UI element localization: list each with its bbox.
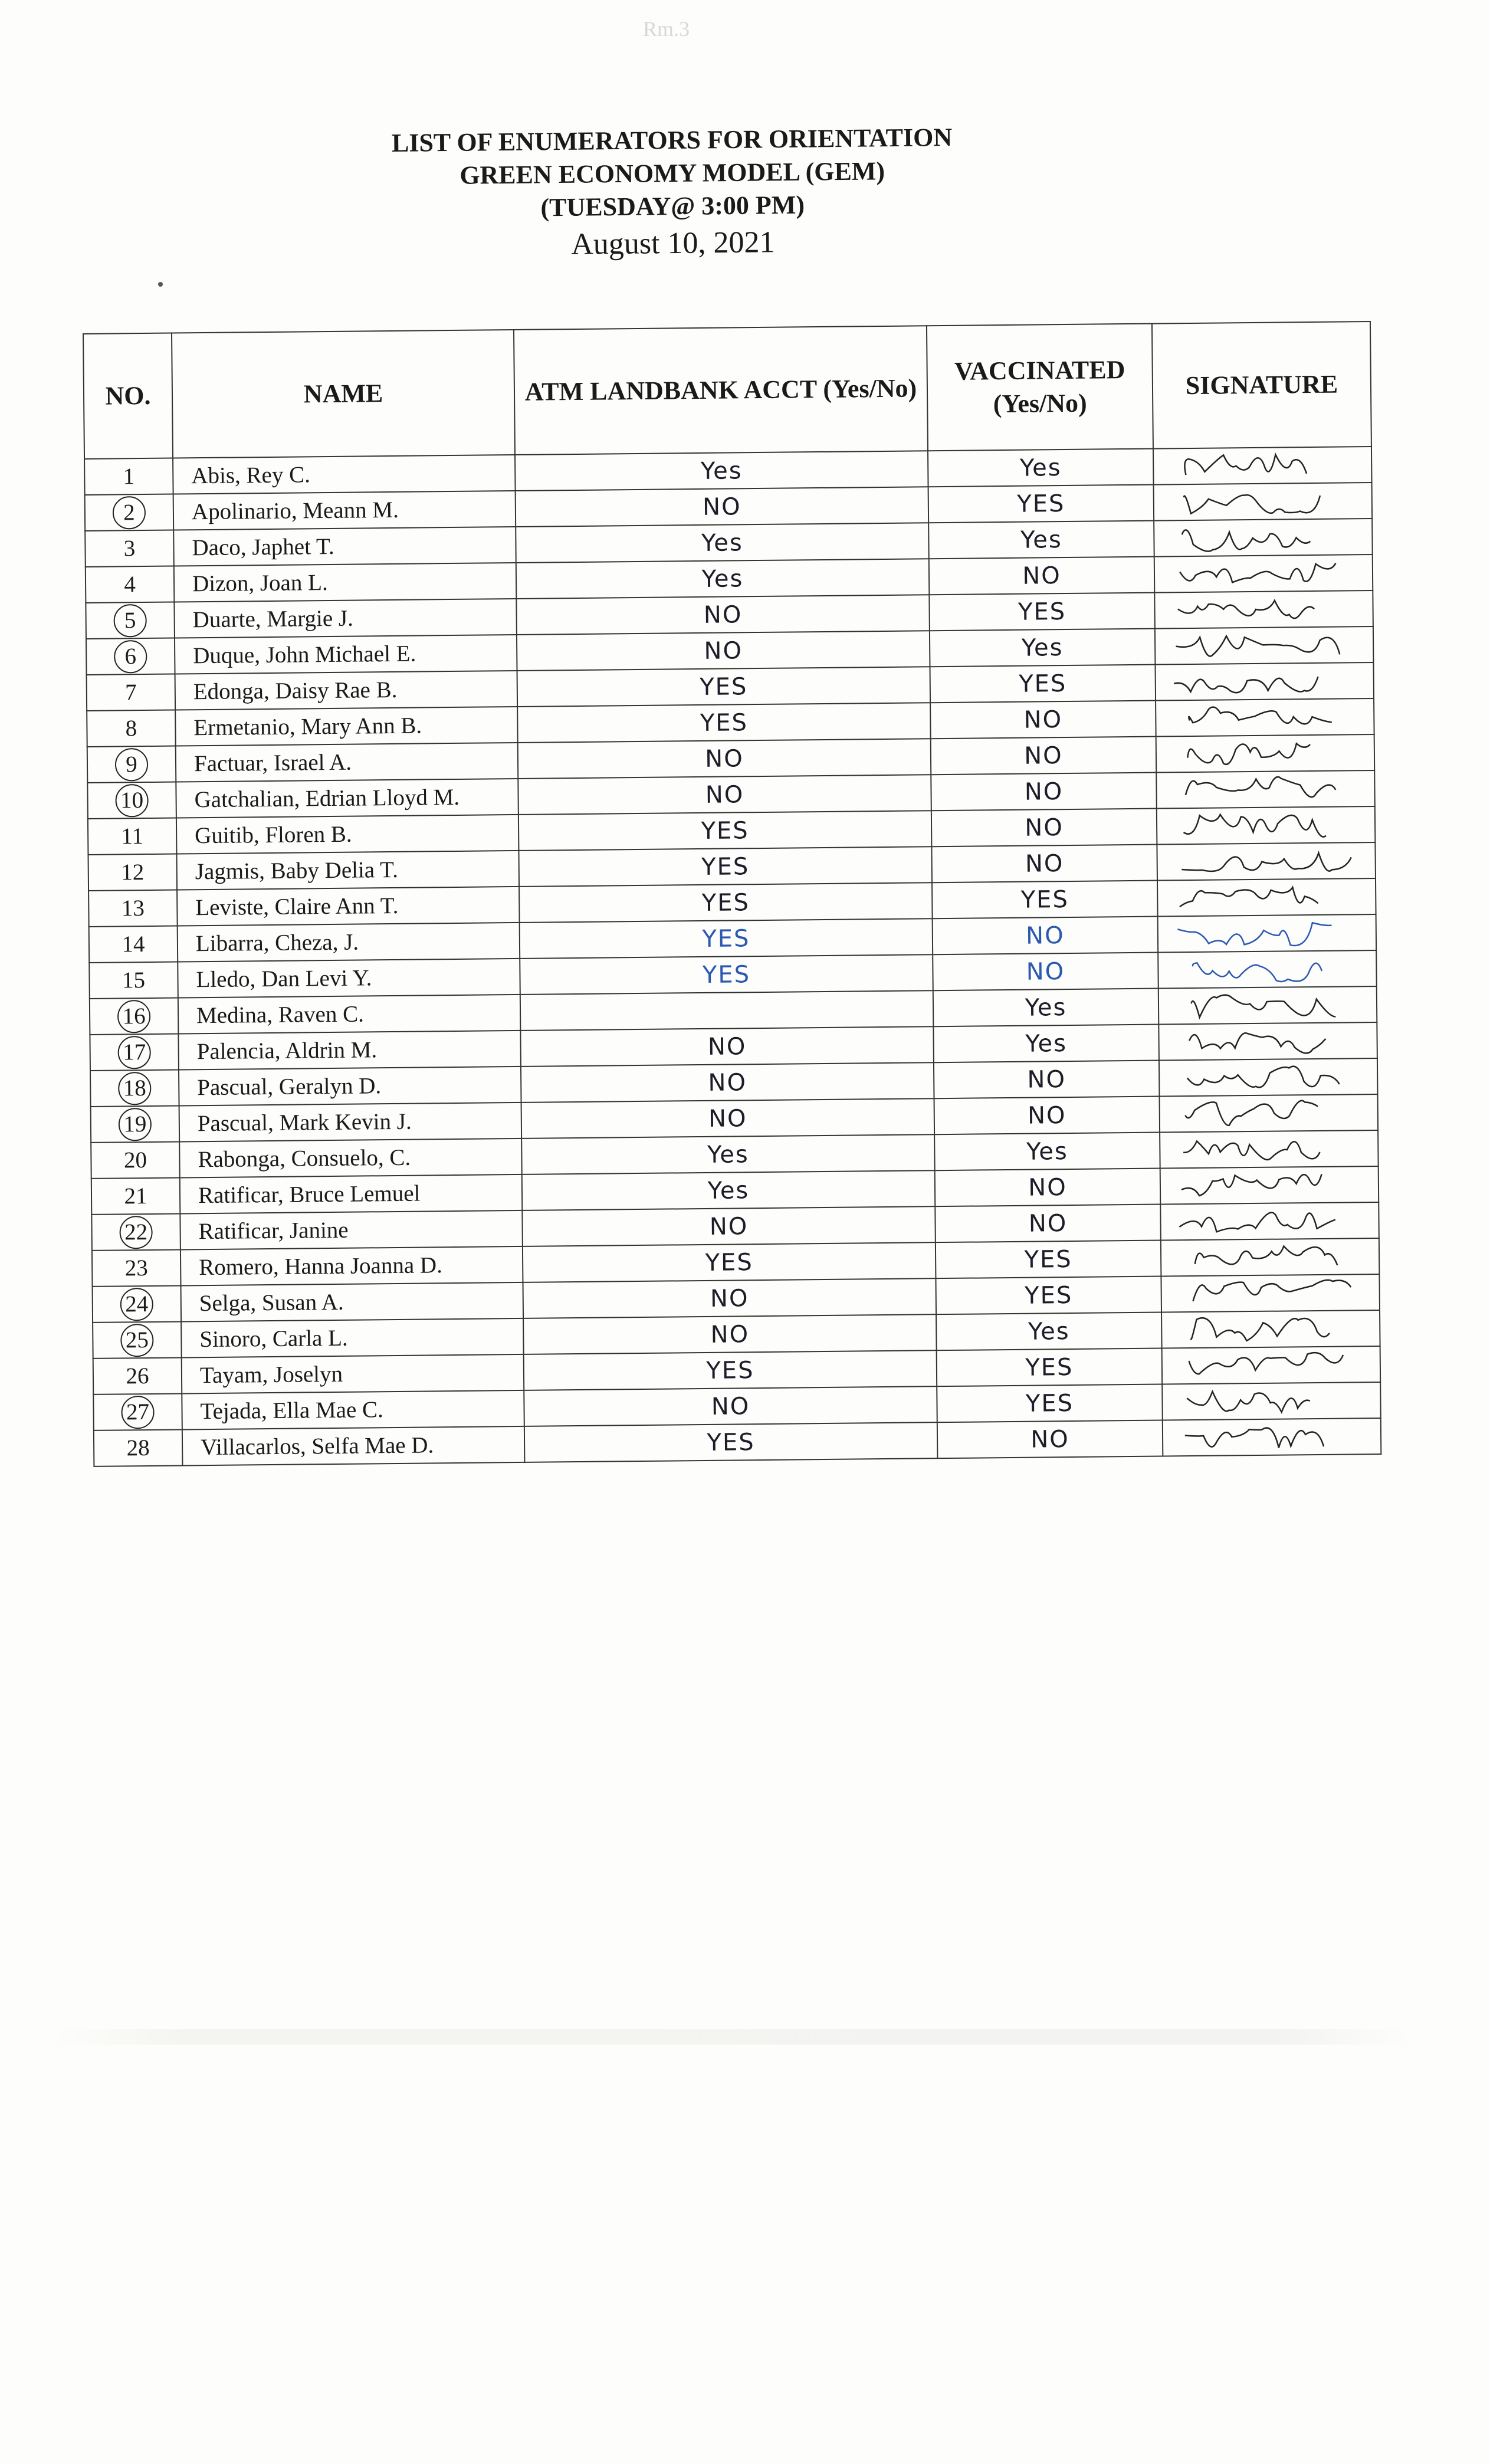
header-no: NO. xyxy=(83,333,173,459)
signature-stroke xyxy=(1185,1428,1324,1449)
atm-answer: NO xyxy=(516,487,929,527)
signature-stroke xyxy=(1189,1353,1343,1374)
enumerator-name: Dizon, Joan L. xyxy=(174,563,517,602)
enumerator-name: Libarra, Cheza, J. xyxy=(178,923,520,962)
enumerator-name: Romero, Hanna Joanna D. xyxy=(180,1246,523,1286)
header-signature: SIGNATURE xyxy=(1152,321,1371,449)
row-number-value: 23 xyxy=(124,1255,148,1281)
row-number-value: 7 xyxy=(124,680,137,706)
enumerator-name: Guitib, Floren B. xyxy=(176,815,519,854)
atm-answer: NO xyxy=(517,631,930,671)
vaccinated-answer: NO xyxy=(929,557,1155,595)
signature-cell xyxy=(1156,770,1375,809)
vaccinated-answer: YES xyxy=(936,1277,1161,1315)
atm-answer: YES xyxy=(517,667,931,707)
row-number xyxy=(87,674,176,711)
signature-cell xyxy=(1160,1202,1379,1241)
signature-stroke xyxy=(1183,813,1326,838)
atm-answer: YES xyxy=(524,1422,938,1462)
row-number-value: 11 xyxy=(121,823,144,849)
signature-cell xyxy=(1161,1238,1380,1277)
vaccinated-answer: Yes xyxy=(928,449,1154,487)
atm-answer: YES xyxy=(517,703,931,743)
row-number-value: 12 xyxy=(121,859,145,885)
atm-answer: NO xyxy=(524,1386,937,1426)
row-number xyxy=(88,818,177,855)
row-number-value: 17 xyxy=(117,1035,151,1069)
row-number-value: 9 xyxy=(115,747,149,781)
enumerator-name: Tejada, Ella Mae C. xyxy=(182,1390,524,1430)
vaccinated-answer: NO xyxy=(933,953,1158,991)
handwritten-signature xyxy=(1159,987,1377,1024)
atm-answer: YES xyxy=(520,918,933,959)
header-vaccinated: VACCINATED (Yes/No) xyxy=(927,324,1153,451)
document-header xyxy=(283,120,1062,268)
enumerator-name: Gatchalian, Edrian Lloyd M. xyxy=(176,779,518,818)
signature-cell xyxy=(1158,914,1377,953)
enumerator-name: Selga, Susan A. xyxy=(181,1282,524,1322)
handwritten-signature xyxy=(1154,447,1371,484)
stray-dot xyxy=(158,282,163,287)
row-number xyxy=(89,926,178,963)
enumerator-name: Pascual, Geralyn D. xyxy=(179,1067,521,1106)
enumerator-name: Duarte, Margie J. xyxy=(174,599,517,638)
row-number xyxy=(92,1249,181,1286)
signature-stroke xyxy=(1187,1066,1340,1088)
signature-cell xyxy=(1158,1022,1377,1061)
atm-answer: YES xyxy=(520,954,933,995)
vaccinated-answer: YES xyxy=(929,593,1155,631)
row-number xyxy=(93,1357,182,1394)
handwritten-signature xyxy=(1161,1239,1379,1276)
enumerator-name: Ratificar, Janine xyxy=(180,1210,523,1250)
atm-answer: Yes xyxy=(515,451,928,491)
signature-cell xyxy=(1163,1418,1381,1456)
row-number xyxy=(85,494,174,531)
signature-cell xyxy=(1160,1166,1379,1205)
handwritten-signature xyxy=(1157,771,1374,808)
signature-stroke xyxy=(1182,1174,1322,1196)
vaccinated-answer: YES xyxy=(930,665,1156,703)
row-number xyxy=(86,566,175,603)
signature-cell xyxy=(1155,662,1374,701)
signature-cell xyxy=(1160,1130,1379,1169)
handwritten-signature xyxy=(1161,1167,1379,1204)
atm-answer: YES xyxy=(523,1242,936,1282)
row-number-value: 21 xyxy=(124,1183,147,1209)
vaccinated-answer: NO xyxy=(930,701,1156,739)
vaccinated-answer: Yes xyxy=(933,989,1159,1027)
signature-cell xyxy=(1159,1058,1378,1097)
signature-cell xyxy=(1162,1346,1381,1384)
atm-answer: NO xyxy=(521,1062,934,1103)
signature-stroke xyxy=(1183,1140,1320,1161)
document-date: August 10, 2021 xyxy=(570,225,775,261)
row-number xyxy=(93,1285,182,1322)
vaccinated-answer: NO xyxy=(935,1169,1161,1207)
atm-answer: NO xyxy=(516,595,930,635)
enumerator-name: Lledo, Dan Levi Y. xyxy=(178,959,520,998)
signature-stroke xyxy=(1176,635,1340,657)
signature-cell xyxy=(1157,842,1376,881)
row-number-value: 6 xyxy=(114,639,147,673)
title-line-3: (TUESDAY@ 3:00 PM) xyxy=(540,190,805,222)
signature-stroke xyxy=(1178,600,1314,619)
signature-stroke xyxy=(1189,1032,1326,1054)
enumerator-name: Jagmis, Baby Delia T. xyxy=(176,851,519,890)
enumerator-name: Villacarlos, Selfa Mae D. xyxy=(182,1426,525,1466)
row-number xyxy=(93,1393,182,1430)
signature-stroke xyxy=(1177,923,1332,947)
atm-answer: NO xyxy=(523,1278,936,1318)
signature-cell xyxy=(1161,1274,1380,1313)
page-mark: Rm.3 xyxy=(643,17,690,41)
handwritten-signature xyxy=(1160,1059,1377,1096)
handwritten-signature xyxy=(1158,915,1376,952)
signature-cell xyxy=(1157,806,1376,845)
row-number-value: 24 xyxy=(120,1287,154,1321)
handwritten-signature xyxy=(1163,1383,1380,1420)
signature-cell xyxy=(1161,1310,1380,1349)
row-number xyxy=(89,962,178,999)
row-number-value: 15 xyxy=(122,967,146,993)
handwritten-signature xyxy=(1160,1095,1378,1132)
enumerator-name: Medina, Raven C. xyxy=(178,995,521,1034)
row-number xyxy=(87,710,176,747)
handwritten-signature xyxy=(1156,699,1374,736)
handwritten-signature xyxy=(1155,591,1373,628)
signature-cell xyxy=(1154,519,1373,557)
scan-artifact xyxy=(53,2029,1410,2045)
row-number xyxy=(85,530,174,567)
row-number xyxy=(86,602,175,639)
vaccinated-answer: NO xyxy=(931,773,1157,811)
row-number-value: 5 xyxy=(113,603,147,637)
enumerator-name: Tayam, Joselyn xyxy=(182,1354,524,1394)
signature-stroke xyxy=(1185,1101,1318,1126)
enumerator-table xyxy=(83,321,1381,1467)
signature-stroke xyxy=(1184,454,1307,475)
handwritten-signature xyxy=(1155,555,1373,592)
row-number xyxy=(88,890,178,927)
row-number xyxy=(91,1213,180,1250)
row-number-value: 18 xyxy=(118,1071,152,1105)
handwritten-signature xyxy=(1157,807,1375,844)
enumerator-name: Apolinario, Meann M. xyxy=(173,491,516,530)
signature-cell xyxy=(1156,734,1375,773)
handwritten-signature xyxy=(1157,843,1375,880)
signature-cell xyxy=(1160,1094,1379,1133)
vaccinated-answer: Yes xyxy=(936,1313,1162,1351)
enumerator-name: Leviste, Claire Ann T. xyxy=(177,887,520,926)
signature-cell xyxy=(1158,950,1377,989)
atm-answer: NO xyxy=(521,1098,935,1139)
row-number-value: 19 xyxy=(119,1107,152,1141)
handwritten-signature xyxy=(1163,1419,1381,1456)
enumerator-name: Factuar, Israel A. xyxy=(176,743,518,782)
title-line-1: LIST OF ENUMERATORS FOR ORIENTATION xyxy=(391,123,953,158)
handwritten-signature xyxy=(1162,1311,1380,1348)
atm-answer xyxy=(520,990,934,1031)
handwritten-signature xyxy=(1158,951,1376,988)
row-number xyxy=(87,746,176,783)
signature-stroke xyxy=(1187,1390,1310,1413)
vaccinated-answer: NO xyxy=(931,845,1157,883)
signature-stroke xyxy=(1174,677,1318,693)
signature-stroke xyxy=(1179,1212,1335,1232)
row-number-value: 26 xyxy=(126,1363,149,1389)
vaccinated-answer: YES xyxy=(928,485,1154,523)
signature-stroke xyxy=(1180,887,1318,907)
enumerator-name: Abis, Rey C. xyxy=(173,455,516,494)
row-number xyxy=(90,1069,179,1106)
vaccinated-answer: Yes xyxy=(928,521,1154,559)
handwritten-signature xyxy=(1158,879,1376,916)
enumerator-name: Ermetanio, Mary Ann B. xyxy=(175,707,518,746)
header-atm: ATM LANDBANK ACCT (Yes/No) xyxy=(514,326,928,455)
handwritten-signature xyxy=(1157,735,1374,772)
signature-stroke xyxy=(1186,776,1336,798)
enumerator-name: Palencia, Aldrin M. xyxy=(178,1031,521,1070)
row-number xyxy=(86,638,175,675)
atm-answer: NO xyxy=(518,775,931,815)
signature-cell xyxy=(1153,447,1372,485)
handwritten-signature xyxy=(1154,483,1372,520)
signature-stroke xyxy=(1182,852,1351,872)
row-number-value: 10 xyxy=(115,783,149,817)
handwritten-signature xyxy=(1161,1203,1379,1240)
signature-stroke xyxy=(1191,994,1335,1018)
atm-answer: Yes xyxy=(522,1170,936,1210)
signature-cell xyxy=(1154,483,1373,521)
atm-answer: YES xyxy=(518,847,932,887)
signature-cell xyxy=(1157,878,1376,917)
row-number-value: 28 xyxy=(126,1435,150,1461)
vaccinated-answer: NO xyxy=(934,1061,1160,1099)
atm-answer: NO xyxy=(522,1206,936,1246)
signature-stroke xyxy=(1180,563,1336,583)
signature-cell xyxy=(1155,626,1374,665)
vaccinated-answer: Yes xyxy=(930,629,1156,667)
row-number-value: 2 xyxy=(113,496,146,529)
enumerator-name: Pascual, Mark Kevin J. xyxy=(179,1103,522,1142)
signature-stroke xyxy=(1182,529,1311,552)
vaccinated-answer: YES xyxy=(937,1349,1163,1387)
handwritten-signature xyxy=(1163,1347,1380,1384)
signature-stroke xyxy=(1189,706,1332,726)
handwritten-signature xyxy=(1154,519,1372,556)
row-number-value: 4 xyxy=(124,572,136,598)
handwritten-signature xyxy=(1156,627,1373,664)
row-number xyxy=(88,854,177,891)
row-number xyxy=(87,782,176,819)
handwritten-signature xyxy=(1161,1275,1379,1312)
vaccinated-answer: NO xyxy=(937,1420,1163,1459)
table-header-row xyxy=(83,321,1371,459)
signature-stroke xyxy=(1191,1317,1330,1341)
header-name: NAME xyxy=(172,330,515,458)
vaccinated-answer: NO xyxy=(931,809,1157,847)
attendance-sheet xyxy=(83,321,1380,1467)
row-number xyxy=(90,1033,179,1070)
vaccinated-answer: YES xyxy=(932,881,1158,919)
atm-answer: Yes xyxy=(521,1134,935,1174)
row-number-value: 13 xyxy=(121,895,145,921)
signature-stroke xyxy=(1193,1280,1351,1301)
enumerator-name: Rabonga, Consuelo, C. xyxy=(179,1139,522,1178)
atm-answer: NO xyxy=(518,739,931,779)
row-number xyxy=(91,1141,180,1178)
signature-cell xyxy=(1154,555,1373,593)
row-number-value: 22 xyxy=(119,1215,153,1249)
enumerator-name: Ratificar, Bruce Lemuel xyxy=(180,1174,523,1214)
row-number xyxy=(91,1105,180,1142)
signature-cell xyxy=(1154,590,1373,629)
vaccinated-answer: Yes xyxy=(933,1025,1159,1063)
handwritten-signature xyxy=(1156,663,1373,700)
enumerator-name: Edonga, Daisy Rae B. xyxy=(175,671,518,710)
atm-answer: NO xyxy=(523,1314,937,1354)
enumerator-name: Duque, John Michael E. xyxy=(175,635,517,674)
atm-answer: YES xyxy=(524,1350,937,1390)
vaccinated-answer: NO xyxy=(934,1097,1160,1135)
enumerator-name: Daco, Japhet T. xyxy=(173,527,516,566)
vaccinated-answer: Yes xyxy=(934,1133,1160,1171)
vaccinated-answer: NO xyxy=(935,1205,1161,1243)
row-number-value: 1 xyxy=(123,464,135,490)
signature-cell xyxy=(1162,1382,1381,1420)
row-number xyxy=(93,1321,182,1358)
row-number xyxy=(91,1177,180,1214)
vaccinated-answer: YES xyxy=(936,1241,1161,1279)
row-number xyxy=(94,1429,183,1466)
atm-answer: Yes xyxy=(516,523,929,563)
signature-stroke xyxy=(1195,1246,1338,1267)
signature-stroke xyxy=(1184,494,1320,514)
atm-answer: YES xyxy=(519,882,933,923)
table-body xyxy=(84,447,1381,1466)
row-number-value: 16 xyxy=(117,999,151,1033)
signature-cell xyxy=(1156,698,1374,737)
vaccinated-answer: YES xyxy=(937,1384,1163,1423)
vaccinated-answer: NO xyxy=(933,917,1158,955)
atm-answer: NO xyxy=(520,1026,934,1067)
signature-stroke xyxy=(1187,743,1310,765)
title-line-2: GREEN ECONOMY MODEL (GEM) xyxy=(460,156,885,190)
signature-stroke xyxy=(1193,962,1322,982)
row-number-value: 27 xyxy=(121,1395,155,1429)
row-number-value: 3 xyxy=(123,536,136,562)
signature-cell xyxy=(1158,986,1377,1025)
row-number-value: 8 xyxy=(125,716,137,742)
handwritten-signature xyxy=(1159,1023,1377,1060)
vaccinated-answer: NO xyxy=(931,737,1157,775)
row-number-value: 20 xyxy=(123,1147,147,1173)
atm-answer: Yes xyxy=(516,559,930,599)
handwritten-signature xyxy=(1160,1131,1378,1168)
row-number xyxy=(84,458,173,495)
enumerator-name: Sinoro, Carla L. xyxy=(181,1318,524,1358)
row-number-value: 14 xyxy=(122,931,145,957)
row-number xyxy=(90,998,179,1034)
atm-answer: YES xyxy=(518,811,932,851)
row-number-value: 25 xyxy=(120,1323,154,1357)
